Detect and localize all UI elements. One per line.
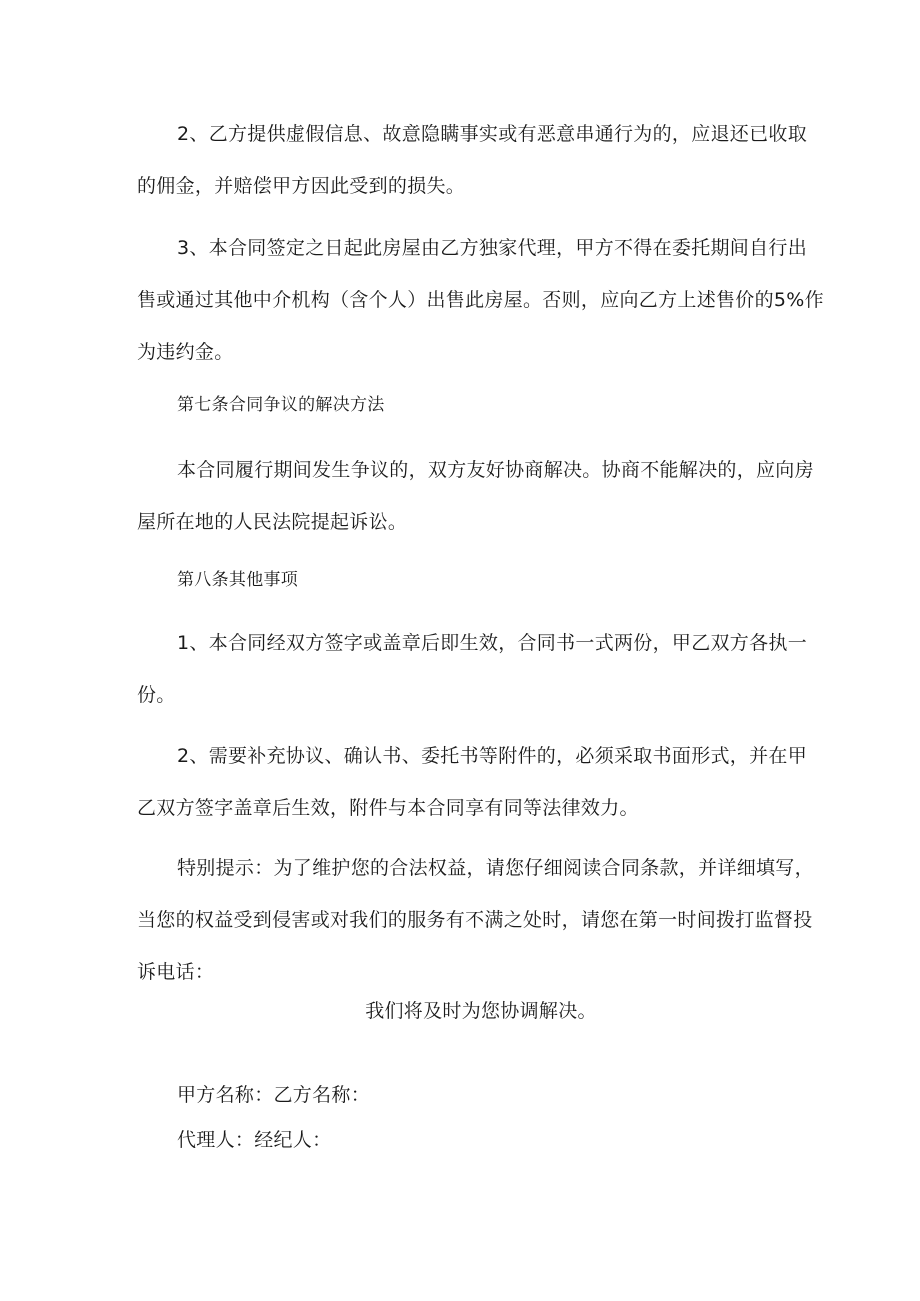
paragraph-line: 份。 xyxy=(137,684,176,706)
special-notice xyxy=(137,842,814,998)
clause-8-heading: 第八条其他事项 xyxy=(177,570,299,590)
paragraph-line: 当您的权益受到侵害或对我们的服务有不满之处时，请您在第一时间拨打监督投 xyxy=(137,909,813,931)
paragraph-line: 本合同履行期间发生争议的，双方友好协商解决。协商不能解决的，应向房 xyxy=(177,459,814,481)
signature-agents-block xyxy=(137,1114,785,1166)
clause-7-body xyxy=(137,444,814,548)
paragraph-line: 2、乙方提供虚假信息、故意隐瞒事实或有恶意串通行为的，应退还已收取 xyxy=(177,123,807,145)
clause-8-heading-block xyxy=(137,554,785,606)
paragraph-line: 乙双方签字盖章后生效，附件与本合同享有同等法律效力。 xyxy=(137,797,639,819)
closing-block xyxy=(137,985,785,1037)
clause-8-item-2 xyxy=(137,730,807,834)
paragraph-line: 售或通过其他中介机构（含个人）出售此房屋。否则，应向乙方上述售价的5%作 xyxy=(137,289,824,311)
paragraph-line: 特别提示：为了维护您的合法权益，请您仔细阅读合同条款，并详细填写， xyxy=(177,857,814,879)
paragraph-line: 2、需要补充协议、确认书、委托书等附件的，必须采取书面形式，并在甲 xyxy=(177,745,807,767)
clause-6-item-3 xyxy=(137,222,824,378)
paragraph-line: 为违约金。 xyxy=(137,341,234,363)
paragraph-line: 诉电话： xyxy=(137,961,215,983)
paragraph-line: 3、本合同签定之日起此房屋由乙方独家代理，甲方不得在委托期间自行出 xyxy=(177,237,807,259)
signature-parties: 甲方名称：乙方名称： xyxy=(177,1084,371,1106)
clause-8-item-1 xyxy=(137,617,807,721)
clause-7-heading: 第七条合同争议的解决方法 xyxy=(177,395,385,415)
closing-line: 我们将及时为您协调解决。 xyxy=(365,1000,597,1022)
paragraph-line: 的佣金，并赔偿甲方因此受到的损失。 xyxy=(137,175,466,197)
signature-agents: 代理人：经纪人： xyxy=(177,1129,332,1151)
clause-7-heading-block xyxy=(137,379,785,431)
paragraph-line: 1、本合同经双方签字或盖章后即生效，合同书一式两份，甲乙双方各执一 xyxy=(177,632,807,654)
clause-6-item-2 xyxy=(137,108,807,212)
paragraph-line: 屋所在地的人民法院提起诉讼。 xyxy=(137,511,408,533)
